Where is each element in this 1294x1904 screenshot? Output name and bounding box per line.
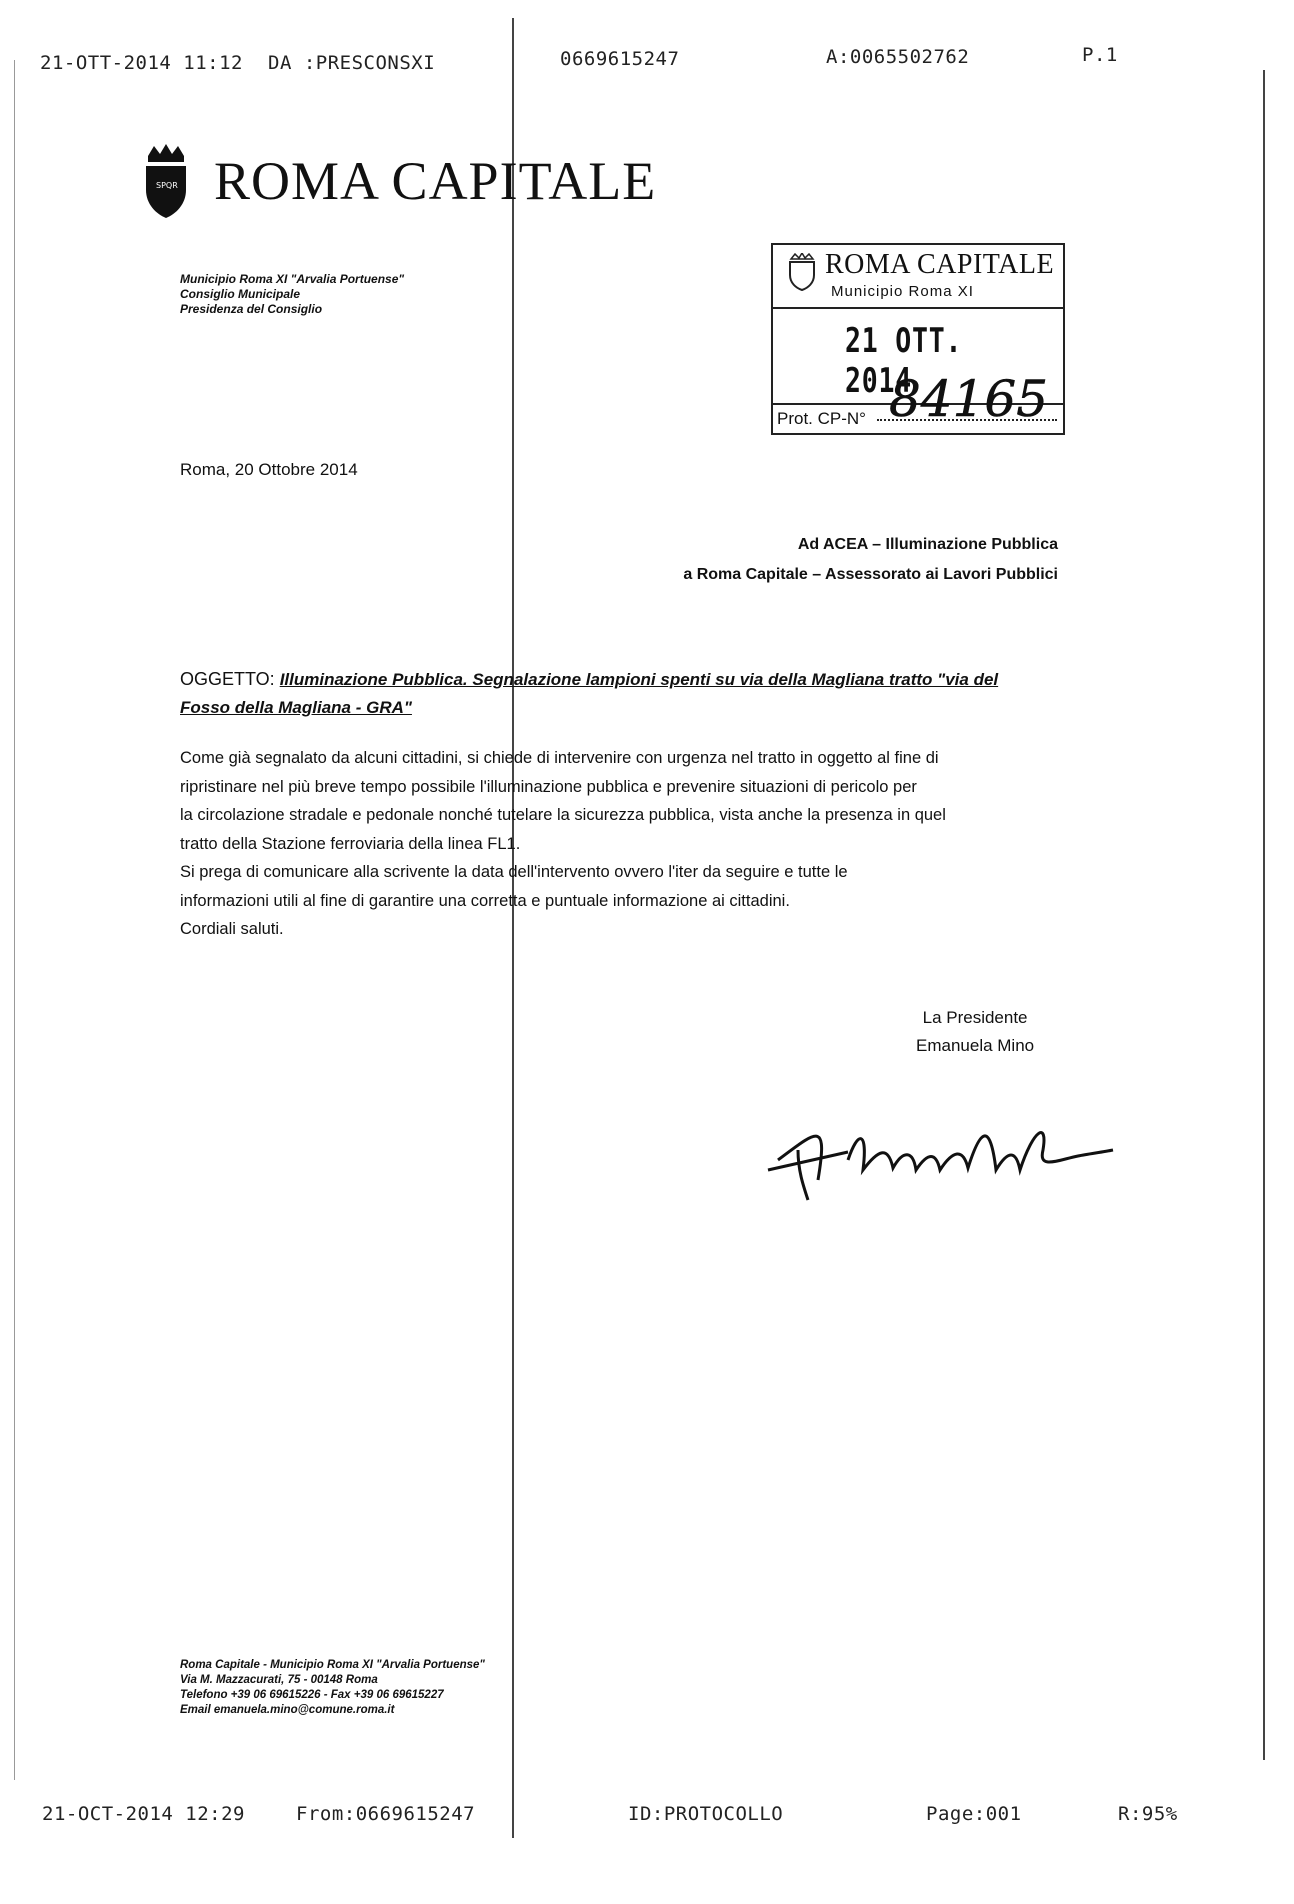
stamp-date: 21 OTT. 2014 — [845, 321, 963, 401]
place-date: Roma, 20 Ottobre 2014 — [180, 460, 358, 479]
footer-line-address: Via M. Mazzacurati, 75 - 00148 Roma — [180, 1674, 378, 1686]
roma-capitale-emblem-icon — [140, 142, 192, 220]
fax-footer-id: ID:PROTOCOLLO — [628, 1803, 784, 1825]
fax-footer-page: Page:001 — [926, 1803, 1022, 1825]
signatory-block — [916, 1004, 1034, 1060]
body-line-7: Cordiali saluti. — [180, 920, 284, 938]
footer-line-email: Email emanuela.mino@comune.roma.it — [180, 1704, 395, 1716]
fax-header-datetime: 21-OTT-2014 11:12 — [40, 52, 243, 74]
body-line-4: tratto della Stazione ferroviaria della linea FL1. — [180, 834, 521, 853]
stamp-title: ROMA CAPITALE — [825, 249, 1055, 280]
fax-header-from: DA :PRESCONSXI — [268, 52, 436, 74]
body-line-6: informazioni utili al fine di garantire una corretta e puntuale informazione ai cittadini. — [180, 891, 790, 910]
scan-line-right — [1263, 70, 1265, 1760]
subject-block — [180, 666, 1060, 722]
fax-header-to: A:0065502762 — [826, 46, 970, 68]
fax-footer-resolution: R:95% — [1118, 1803, 1178, 1825]
recipient-assessorato: a Roma Capitale – Assessorato ai Lavori Pubblici — [683, 566, 1058, 583]
scan-line-left — [14, 60, 15, 1780]
sender-line-consiglio: Consiglio Municipale — [180, 287, 301, 301]
fax-header-page: P.1 — [1082, 44, 1118, 66]
letterhead-title: ROMA CAPITALE — [214, 151, 657, 211]
subject-line-1: Illuminazione Pubblica. Segnalazione lampioni spenti su via della Magliana tratto "via del — [279, 670, 999, 689]
sender-line-municipio: Municipio Roma XI "Arvalia Portuense" — [180, 272, 405, 286]
recipients-block — [683, 530, 1058, 590]
fax-footer-from: From:0669615247 — [296, 1803, 476, 1825]
fax-footer-datetime: 21-OCT-2014 12:29 — [42, 1803, 245, 1825]
body-line-3: la circolazione stradale e pedonale nonché tutelare la sicurezza pubblica, vista anche la presenza in quel — [180, 806, 946, 824]
recipient-acea: Ad ACEA – Illuminazione Pubblica — [797, 536, 1058, 553]
protocol-stamp — [771, 243, 1065, 435]
stamp-emblem-icon — [787, 253, 817, 291]
stamp-divider — [773, 307, 1063, 309]
stamp-prot-label: Prot. CP-N° — [777, 409, 866, 428]
body-line-5: Si prega di comunicare alla scrivente la data dell'intervento ovvero l'iter da seguire e tutte le — [180, 863, 848, 881]
sender-block — [180, 272, 404, 317]
body-line-1: Come già segnalato da alcuni cittadini, si chiede di intervenire con urgenza nel tratto in oggetto al fine di — [180, 749, 939, 767]
fax-header-number: 0669615247 — [560, 48, 680, 70]
stamp-prot-number-text: 84165 — [889, 370, 1049, 426]
signatory-role: La Presidente — [922, 1008, 1028, 1027]
stamp-subtitle: Municipio Roma XI — [831, 283, 974, 300]
handwritten-signature — [758, 1090, 1118, 1225]
signatory-name: Emanuela Mino — [916, 1036, 1035, 1055]
footer-line-phone: Telefono +39 06 69615226 - Fax +39 06 69615227 — [180, 1689, 444, 1701]
sender-line-presidenza: Presidenza del Consiglio — [180, 302, 323, 316]
body-line-2: ripristinare nel più breve tempo possibile l'illuminazione pubblica e prevenire situazioni di pericolo per — [180, 777, 917, 796]
stamp-prot-number — [889, 370, 1059, 431]
subject-line-2: Fosso della Magliana - GRA" — [180, 698, 412, 717]
letter-body — [180, 744, 1060, 944]
subject-label: OGGETTO: — [180, 669, 280, 689]
footer-line-municipio: Roma Capitale - Municipio Roma XI "Arvalia Portuense" — [180, 1659, 485, 1671]
footer-contact-block — [180, 1658, 485, 1718]
svg-text:SPQR: SPQR — [156, 181, 178, 190]
